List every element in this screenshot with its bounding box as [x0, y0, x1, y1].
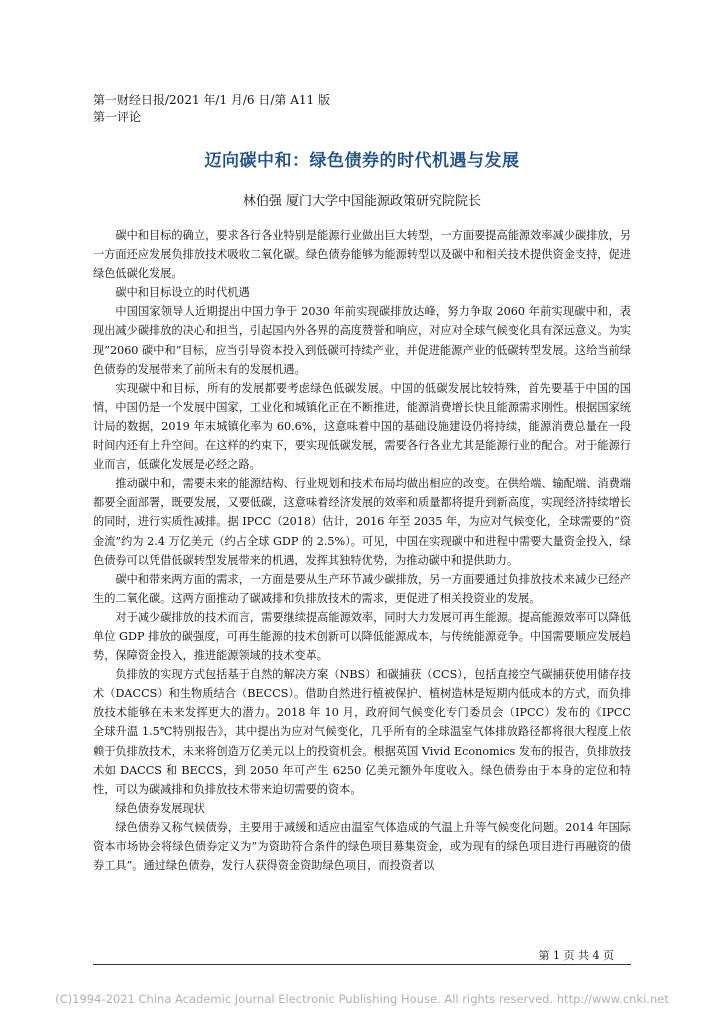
page-number: 第 1 页 共 4 页 — [538, 949, 614, 962]
article-byline: 林伯强 厦门大学中国能源政策研究院院长 — [242, 194, 482, 209]
paragraph: 碳中和目标的确立，要求各行各业特别是能源行业做出巨大转型，一方面要提高能源效率减少碳排放，另一方面还应发展负排放技术吸收二氧化碳。绿色债券能够为能源转型以及碳中和相关技术提供资金支持，促进绿色低碳化发展。 — [93, 229, 631, 281]
paragraph: 实现碳中和目标，所有的发展都要考虑绿色低碳发展。中国的低碳发展比较特殊，首先要基于中国的国情，中国仍是一个发展中国家，工业化和城镇化正在不断推进，能源消费增长快且能源需求刚性。根据国家统计局的数据，2019 年末城镇化率为 60.6%，这意味着中国的基础设施建设仍将持续，能源消费总量在一段时间内还有上升空间。在这样的约束下，要实现低碳发展，需要各行各业尤其是能源行业的配合。对于能源行业而言，低碳化发展是必经之路。 — [93, 381, 631, 472]
footer-divider — [93, 964, 631, 965]
paragraph: 中国国家领导人近期提出中国力争于 2030 年前实现碳排放达峰，努力争取 2060 年前实现碳中和，表现出减少碳排放的决心和担当，引起国内外各界的高度赞誉和响应，对应对全球气候变化具有深远意义。为实现”2060 碳中和”目标，应当引导资本投入到低碳可持续产业，并促进能源产业的低碳转型发展。这给当前绿色债券的发展带来了前所未有的发展机遇。 — [93, 305, 631, 376]
publication-info — [93, 92, 330, 126]
paragraph: 对于减少碳排放的技术而言，需要继续提高能源效率，同时大力发展可再生能源。提高能源效率可以降低单位 GDP 排放的碳强度，可再生能源的技术创新可以降低能源成本，与传统能源竞争。中国需要顺应发展趋势，保障资金投入，推进能源领域的技术变革。 — [93, 610, 631, 663]
article-body — [93, 226, 631, 875]
column-name: 第一评论 — [93, 110, 142, 124]
article-title: 迈向碳中和：绿色债券的时代机遇与发展 — [204, 151, 520, 171]
paragraph: 负排放的实现方式包括基于自然的解决方案（NBS）和碳捕获（CCS），包括直接空气碳捕获使用储存技术（DACCS）和生物质结合（BECCS）。借助自然进行植被保护、植树造林是短期内低成本的方式，而负排放技术能够在未来发挥更大的潜力。2018 年 10 月，政府间气候变化专门委员会（IPCC）发布的《IPCC 全球升温 1.5℃特别报告》，其中提出为应对气候变化，几乎所有的全球温室气体排放路径都将很大程度上依赖于负排放技术，未来将创造万亿美元以上的投资机会。根据英国 Vivid Economics 发布的报告，负排放技术如 DACCS 和 BECCS，到 2050 年可产生 6250 亿美元额外年度收入。绿色债券由于本身的定位和特性，可以为碳减排和负排放技术带来迫切需要的资本。 — [93, 668, 631, 796]
paragraph: 碳中和带来两方面的需求，一方面是要从生产环节减少碳排放，另一方面要通过负排放技术来减少已经产生的二氧化碳。这两方面推动了碳减排和负排放技术的需求，更促进了相关投资业的发展。 — [93, 572, 631, 605]
paragraph: 绿色债券又称气候债券，主要用于减缓和适应由温室气体造成的气温上升等气候变化问题。2014 年国际资本市场协会将绿色债券定义为”为资助符合条件的绿色项目募集资金，或为现有的绿色项目进行再融资的债券工具”。通过绿色债券，发行人获得资金资助绿色项目，而投资者以 — [93, 820, 631, 873]
section-heading: 绿色债券发展现状 — [115, 801, 205, 815]
section-heading: 碳中和目标设立的时代机遇 — [115, 286, 250, 300]
source-line: 第一财经日报/2021 年/1 月/6 日/第 A11 版 — [93, 93, 330, 107]
paragraph: 推动碳中和，需要未来的能源结构、行业规划和技术布局均做出相应的改变。在供给端、输配端、消费端都要全面部署，既要发展，又要低碳，这意味着经济发展的效率和质量都将提升到新高度，实现经济持续增长的同时，进行实质性减排。据 IPCC（2018）估计，2016 年至 2035 年，为应对气候变化，全球需要的”资金流”约为 2.4 万亿美元（约占全球 GDP 的 2.5%）。可见，中国在实现碳中和进程中需要大量资金投入，绿色债券可以凭借低碳转型发展带来的机遇，发挥其独特优势，为推动碳中和提供助力。 — [93, 477, 631, 567]
copyright-notice: (C)1994-2021 China Academic Journal Electronic Publishing House. All rights reserved. http://www.cnki.net — [55, 992, 669, 1006]
